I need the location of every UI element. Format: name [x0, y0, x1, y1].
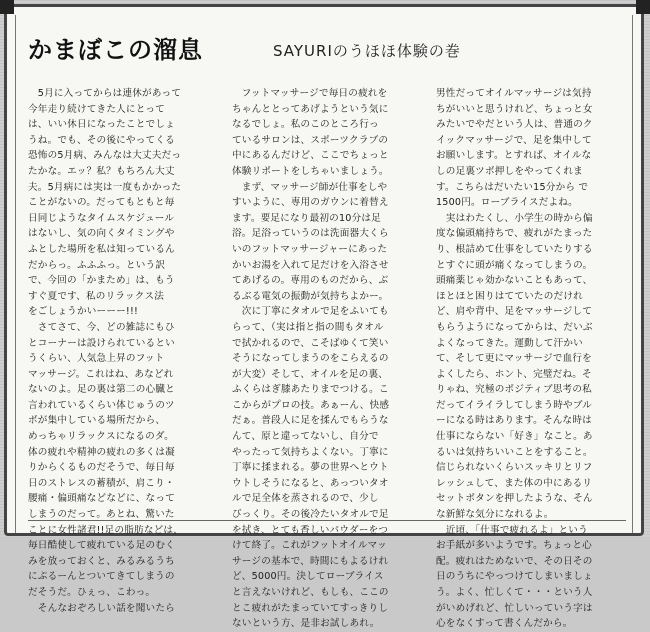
- article-header: [28, 24, 628, 74]
- article-column-2: フットマッサージで毎日の疲れを ちゃんととってあげようという気に なるでしょ。私のこのところ行っ ているサロンは、スポーツクラブの 中にあるんだけど、ここでちょっと 体験リポートをしちゃいましょう。 まず、マッサージ師が仕事をしや すいように、専用のガウンに着替え ます。要足になり最初の10分は足 浴。足浴っていうのは洗面器大くら いのフットマッサージャーにあった かいお湯を入れて足だけを入浴させ てあげるの。専用のものだから、ぶ るぶる電気の振動が気持ちよかー。 次に丁寧にタオルで足をふいても らって、（実は指と指の間もタオル で拭かれるので、こそばゆくて笑い そうになってしまうのをこらえるの が大変）そして、オイルを足の裏、 ふくらはぎ膝あたりまでつける。こ こからがプロの技。あぁーん、快感 だぁ。普段人に足を揉んでもらうな んて、原と違ってないし、自分で やったって気持ちよくない。丁寧に 丁寧に揉まれる。夢の世界へとウト ウトしそうになると、あっついタオ ルで足全体を蒸されるので、少し びっくり。その後冷たいタオルで足 を拭き、とても香しいパウダーをつ けて終了。これがフットオイルマッ サージの基本で、時間にもよるけれ ど、5000円。決してローブライス と言えないけれど、もしも、ここの とこ疲れがたまっていてすっきりし ないという方、是非お試しあれ。: [232, 88, 390, 630]
- frame-corner-top-left: [0, 0, 14, 14]
- article-subtitle: SAYURIのうほほ体験の巻: [273, 42, 461, 60]
- article-body: [28, 86, 626, 630]
- article-title: かまぼこの溜息: [28, 36, 203, 64]
- article-column-1: 5月に入ってからは連休があって 今年走り続けてきた人にとって は、いい休日になったことでしょ うね。でも、その後にやってくる 恐怖の5月病、みんなは大丈夫だっ たかな。エッ？私？もちろん大丈 夫。5月病には実は一度もかかった ことがないの。だってもともと毎 日同じようなタイムスケジュール はないし、気の向くタイミングや ふとした場所を私は知っているん だからっ。ふふふっ。という訳 で、今回の「かまため」は、もう すぐ夏です、私のリラックス法 をごしょうかいーーー!!! さてさて、今、どの雑誌にもひ とコーナーは設けられているとい うくらい、人気急上昇のフット マッサージ。これはね、あなどれ ないのよ。足の裏は第二の心臓と 言われているくらい体じゅうのツ ボが集中している場所だから、 めっちゃリラックスになるのダ。 体の疲れや精神の疲れの多くは凝 りからくるものだそうで、毎日毎 日のストレスの蓄積が、肩こり・ 腰痛・偏頭痛などなどに、なって しまうのだって。あとね、驚いた ことに女性諸君!!足の脂肪などは、 毎日酷使して疲れている足のむく みを放っておくと、みるみるうち にぷるーんとついてきてしまうの だそうだ。ひぇっ、こわっ。 そんなおぞろしい話を聞いたら: [28, 88, 183, 614]
- frame-corner-top-right: [636, 0, 650, 14]
- article-column-3: 男性だってオイルマッサージは気持 ちがいいと思うけれど、ちょっと女 みたいでやだという人は、普通のク イックマッサージで、足を集中して お願いします。とすれば、オイルな しの足裏ツボ押しをやってくれま す。こちらはだいたい15分から で 1500円。ローブライスだよね。 実はわたくし、小学生の時から偏 度な偏頭痛持ちで、疲れがたまった り、根詰めて仕事をしていたりする とすぐに頭が痛くなってしまうの。 頭痛薬じゃ効かないこともあって、 ほとほと困りはてていたのだけれ ど、肩や背中、足をマッサージして もらうようになってからは、だいぶ よくなってきた。運動して汗かい て、そして更にマッサージで血行を よくしたら、ホント、完璧だね。そ りゃね、究極のポジティブ思考の私 だってイライラしてしまう時やブル ーになる時はあります。そんな時は 仕事にならない「好き」なこと。あ るいは気持ちいいことをすること。 信じられないくらいスッキリとリフ レッシュして、また体の中にあるリ セットボタンを押したような、そん な新鮮な気分になれるよ。 近頃、「仕事で疲れるよ」という お手紙が多いようです。ちょっと心 配。疲れはためないで、その日その 日のうちにやっつけてしまいましょ う。よく、忙しくて・・・という人 がいめげれど、忙しいっていう字は 心をなくすって書くんだから。: [436, 88, 593, 630]
- bottom-rule: [28, 520, 626, 521]
